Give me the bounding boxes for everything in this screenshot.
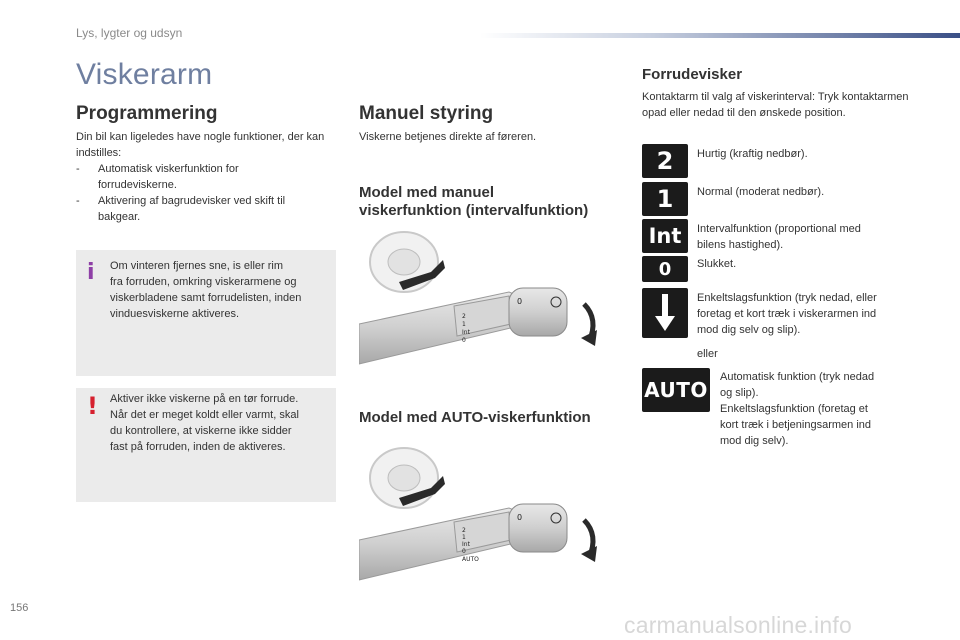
wiper-stalk-illustration-auto [359, 440, 617, 586]
watermark: carmanualsonline.info [624, 612, 852, 638]
programmering-intro: Din bil kan ligeledes have nogle funktioner, der kan indstilles: [76, 131, 325, 159]
header-bar [480, 33, 960, 38]
stalk-label-auto: AUTO [462, 556, 479, 563]
item-interval-text: Intervalfunktion (proportional med bilens hastighed). [697, 223, 861, 251]
stalk-label-2: 2 [462, 313, 466, 320]
stalk-label-1: 1 [462, 321, 466, 328]
item-single-stroke-text: Enkeltslagsfunktion (tryk nedad, eller foretag et kort træk i viskerarmen ind mod dig selv og slip). [697, 292, 877, 336]
list-item: - Automatisk viskerfunktion for forrudeviskerne. [76, 163, 239, 191]
badge-2: 2 [642, 144, 688, 178]
wiper-stalk-drawing [359, 224, 617, 370]
list-item: - Aktivering af bagrudevisker ved skift til bakgear. [76, 195, 286, 223]
page-title: Viskerarm [76, 58, 213, 91]
down-arrow-icon [642, 288, 688, 338]
badge-0: 0 [642, 256, 688, 282]
badge-1: 1 [642, 182, 688, 216]
badge-auto: AUTO [642, 368, 710, 412]
forrudevisker-heading: Forrudevisker [642, 66, 743, 83]
or-text: eller [697, 348, 718, 360]
item-normal-text: Normal (moderat nedbør). [697, 186, 825, 198]
manuel-styring-heading: Manuel styring [359, 103, 494, 124]
page-number: 156 [10, 602, 29, 614]
badge-int: Int [642, 219, 688, 253]
manuel-styring-intro: Viskerne betjenes direkte af føreren. [359, 131, 537, 143]
model-auto-heading: Model med AUTO-viskerfunktion [359, 409, 591, 426]
wiper-stalk-drawing-auto [359, 440, 617, 586]
info-icon: i [87, 260, 95, 285]
stalk-label-2: 2 [462, 527, 466, 534]
stalk-label-int: Int [462, 329, 470, 336]
stalk-label-0: 0 [462, 337, 466, 344]
item-fast-text: Hurtig (kraftig nedbør). [697, 148, 808, 160]
model-manuel-heading: Model med manuel viskerfunktion (intervalfunktion) [359, 184, 589, 219]
section-header: Lys, lygter og udsyn [76, 26, 183, 40]
stalk-zero-label: 0 [517, 513, 523, 522]
stalk-label-int: Int [462, 541, 470, 548]
programmering-list [76, 161, 338, 225]
warning-icon: ! [87, 392, 98, 420]
forrudevisker-intro: Kontaktarm til valg af viskerinterval: Tryk kontaktarmen opad eller nedad til den ønskede position. [642, 91, 909, 119]
item-off-text: Slukket. [697, 258, 737, 270]
warning-note: ! Aktiver ikke viskerne på en tør forrude. Når det er meget koldt eller varmt, skal du kontrollere, at viskerne ikke sidder fast på forruden, inden de aktiveres. [76, 388, 336, 502]
programmering-heading: Programmering [76, 103, 218, 124]
info-note: i Om vinteren fjernes sne, is eller rim fra forruden, omkring viskerarmene og viskerbladene samt forrudelisten, inden vinduesviskerne aktiveres. [76, 250, 336, 376]
stalk-label-0: 0 [462, 548, 466, 555]
wiper-stalk-illustration-manual [359, 224, 617, 370]
stalk-label-1: 1 [462, 534, 466, 541]
stalk-zero-label: 0 [517, 297, 523, 306]
item-auto-text: Automatisk funktion (tryk nedad og slip). Enkeltslagsfunktion (foretag et kort træk i betjeningsarmen ind mod dig selv). [720, 371, 875, 447]
